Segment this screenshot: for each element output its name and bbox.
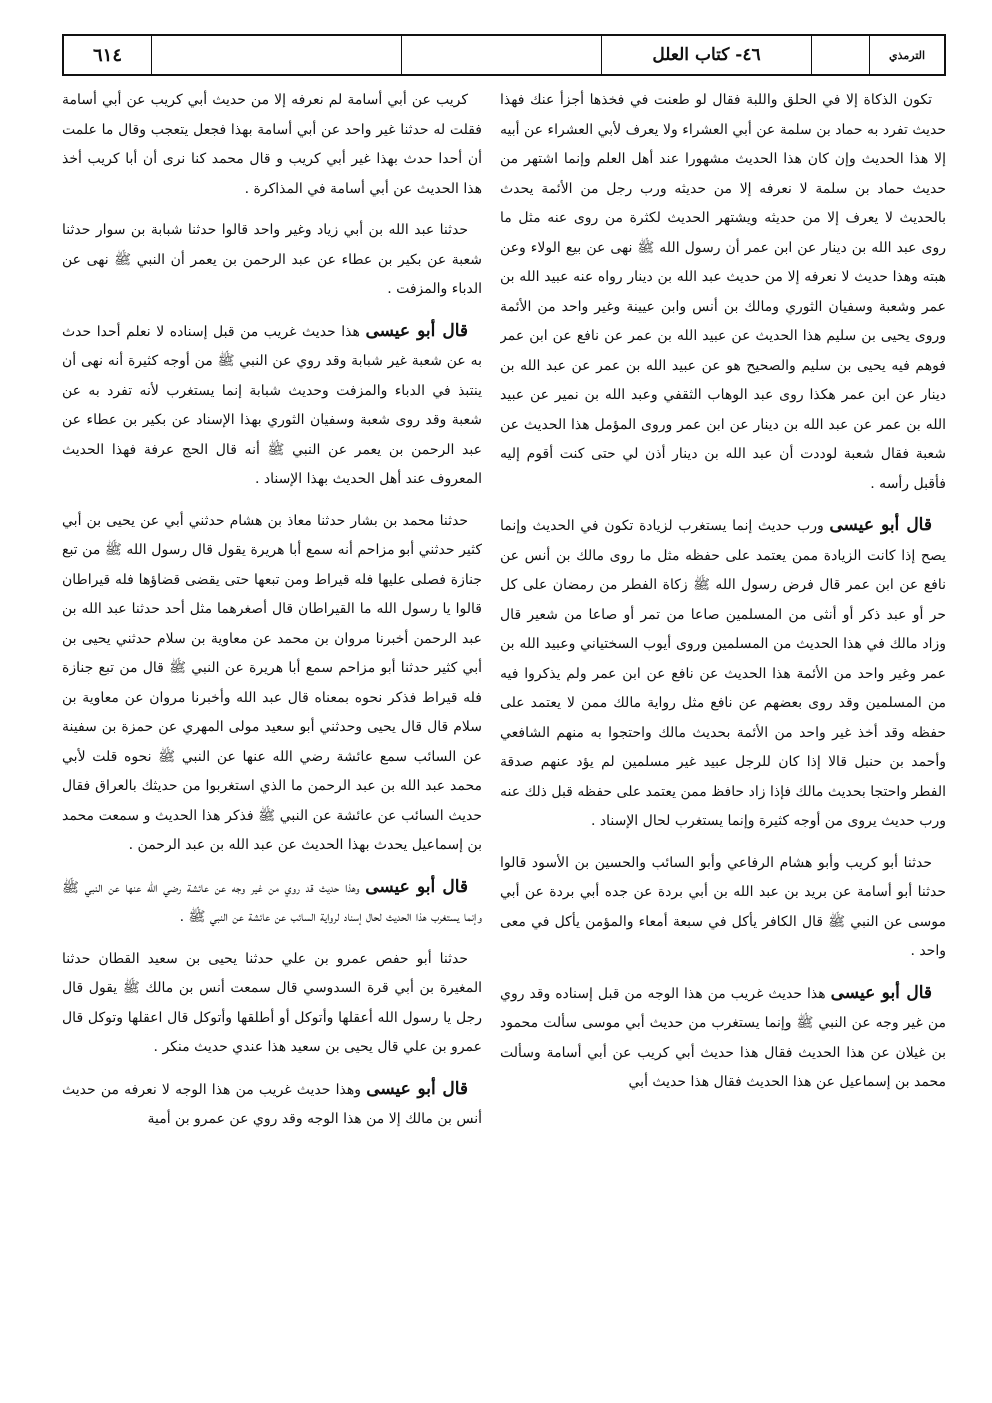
paragraph-text: تكون الذكاة إلا في الحلق واللبة فقال لو طعنت في فخذها أجزأ عنك فهذا حديث تفرد به حماد بن سلمة عن أبي العشراء ولا يعرف لأبي العشراء عن أبيه إلا هذا الحديث وإن كان هذا الحديث مشهورا عند أهل العلم وإنما اشتهر من حديث حماد بن سلمة لا نعرفه إلا من حديثه ورب رجل من الأئمة يحدث بالحديث لا يعرف إلا من حديثه ويشتهر الحديث لكثرة من روى عنه مثل ما روى عبد الله بن دينار عن ابن عمر أن رسول الله ﷺ نهى عن بيع الولاء وعن هبته وهذا حديث لا نعرفه إلا من حديث عبد الله بن دينار رواه عنه عبيد الله بن عمر وشعبة وسفيان الثوري ومالك بن أنس وابن عيينة وغير واحد من الأئمة وروى يحيى بن سليم هذا الحديث عن عبيد الله بن عمر عن نافع عن ابن عمر فوهم فيه يحيى بن سليم والصحيح هو عن عبيد الله بن عمر عن عبد الله بن دينار عن ابن عمر هكذا روى عبد الوهاب الثقفي وعبد الله بن نمير عن عبيد الله بن عمر عن عبد الله بن دينار عن ابن عمر وروى المؤمل هذا الحديث عن شعبة فقال شعبة لوددت أن عبد الله بن دينار أذن لي حتى كنت أقوم إليه فأقبل رأسه .: [500, 92, 946, 492]
text-column-right: [500, 86, 946, 1396]
paragraph: [62, 507, 482, 861]
paragraph: [62, 86, 482, 204]
paragraph: [500, 979, 946, 1098]
paragraph: [500, 511, 946, 837]
said-label: قال أبو عيسى: [829, 515, 932, 535]
said-label: قال أبو عيسى: [365, 320, 469, 341]
paragraph: [500, 849, 946, 967]
said-label: قال أبو عيسى: [365, 876, 468, 897]
paragraph-text: هذا حديث غريب من هذا الوجه من قبل إسناده وقد روي من غير وجه عن النبي ﷺ وإنما يستغرب من حديث أبي موسى سألت محمود بن غيلان عن هذا الحديث فقال هذا حديث أبي كريب عن أبي أسامة وسألت محمد بن إسماعيل عن هذا الحديث فقال هذا حديث أبي: [500, 985, 946, 1090]
paragraph-text: حدثنا أبو حفص عمرو بن علي حدثنا يحيى بن سعيد القطان حدثنا المغيرة بن أبي قرة السدوسي قال سمعت أنس بن مالك ﷺ يقول قال رجل يا رسول الله أعقلها وأتوكل أو أطلقها وأتوكل قال اعقلها وتوكل قال عمرو بن علي قال يحيى بن سعيد هذا عندي حديث منكر .: [62, 950, 482, 1055]
header-chapter-title: ٤٦- كتاب العلل: [601, 36, 811, 74]
said-label: قال أبو عيسى: [830, 982, 933, 1003]
paragraph-text: وهذا حديث غريب من هذا الوجه لا نعرفه من حديث أنس بن مالك إلا من هذا الوجه وقد روي عن عمرو بن أمية: [62, 1081, 482, 1127]
paragraph: [62, 873, 482, 933]
paragraph: [62, 216, 482, 305]
paragraph: [62, 1075, 482, 1135]
header-author: الترمذي: [869, 36, 944, 74]
paragraph: [500, 86, 946, 499]
paragraph-text: حدثنا محمد بن بشار حدثنا معاذ بن هشام حدثني أبي عن يحيى بن أبي كثير حدثني أبو مزاحم أنه سمع أبا هريرة يقول قال رسول الله ﷺ من تبع جنازة فصلى عليها فله قيراط ومن تبعها حتى يقضى قضاؤها فله قيراطان قالوا يا رسول الله ما القيراطان قال أصغرهما مثل أحد حدثنا عبد الله بن عبد الرحمن أخبرنا مروان بن محمد عن معاوية بن سلام حدثني يحيى بن أبي كثير حدثنا أبو مزاحم سمع أبا هريرة عن النبي ﷺ قال من تبع جنازة فله قيراط فذكر نحوه بمعناه قال عبد الله وأخبرنا مروان عن معاوية بن سلام قال قال يحيى وحدثني أبو سعيد مولى المهري عن حمزة بن سفينة عن السائب سمع عائشة رضي الله عنها عن النبي ﷺ نحوه قلت لأبي محمد عبد الله بن عبد الرحمن ما الذي استغربوا من حديثك بالعراق فقال حديث السائب عن عائشة عن النبي ﷺ فذكر هذا الحديث و سمعت محمد بن إسماعيل يحدث بهذا الحديث عن عبد الله بن عبد الرحمن .: [62, 512, 482, 853]
said-label: قال أبو عيسى: [366, 1078, 468, 1099]
text-column-left: [62, 86, 482, 1396]
page-header: [62, 34, 946, 76]
paragraph: [62, 945, 482, 1063]
header-spacer: [151, 36, 401, 74]
header-page-number: ٦١٤: [93, 44, 123, 66]
paragraph-text: حدثنا أبو كريب وأبو هشام الرفاعي وأبو السائب والحسين بن الأسود قالوا حدثنا أبو أسامة عن بريد بن عبد الله بن أبي بردة عن جده أبي بردة عن أبي موسى عن النبي ﷺ قال الكافر يأكل في سبعة أمعاء والمؤمن يأكل في معى واحد .: [500, 854, 946, 959]
paragraph-text: وهذا حديث قد روي من غير وجه عن عائشة رضي الله عنها عن النبي ﷺ وإنما يستغرب هذا الحديث لحال إسناد لرواية السائب عن عائشة عن النبي ﷺ .: [62, 879, 482, 925]
header-spacer: [811, 36, 869, 74]
paragraph-text: ورب حديث إنما يستغرب لزيادة تكون في الحديث وإنما يصح إذا كانت الزيادة ممن يعتمد على حفظه مثل ما روى مالك بن أنس عن نافع عن ابن عمر قال فرض رسول الله ﷺ زكاة الفطر من رمضان على كل حر أو عبد ذكر أو أنثى من المسلمين صاعا من تمر أو صاعا من شعير قال وزاد مالك في هذا الحديث من المسلمين وروى أيوب السختياني وعبيد الله بن عمر وغير واحد من الأئمة هذا الحديث عن نافع عن ابن عمر ولم يذكروا فيه من المسلمين وقد روى بعضهم عن نافع مثل رواية مالك ممن لا يعتمد على حفظه وقد أخذ غير واحد من الأئمة بحديث مالك واحتجوا به منهم الشافعي وأحمد بن حنبل قالا إذا كان للرجل عبيد غير مسلمين لم يؤد عنهم صدقة الفطر واحتجا بحديث مالك فإذا زاد حافظ ممن يعتمد على حفظه قبل ذلك عنه ورب حديث يروى من أوجه كثيرة وإنما يستغرب لحال الإسناد .: [500, 518, 946, 829]
paragraph-text: كريب عن أبي أسامة لم نعرفه إلا من حديث أبي كريب عن أبي أسامة فقلت له حدثنا غير واحد عن أبي أسامة بهذا فجعل يتعجب وقال ما علمت أن أحدا حدث بهذا غير أبي كريب و قال محمد كنا نرى أن أبا كريب أخذ هذا الحديث عن أبي أسامة في المذاكرة .: [62, 92, 482, 197]
paragraph-text: حدثنا عبد الله بن أبي زياد وغير واحد قالوا حدثنا شبابة بن سوار حدثنا شعبة عن بكير بن عطاء عن عبد الرحمن بن يعمر أن النبي ﷺ نهى عن الدباء والمزفت .: [62, 222, 482, 297]
paragraph: [62, 317, 482, 495]
paragraph-text: هذا حديث غريب من قبل إسناده لا نعلم أحدا حدث به عن شعبة غير شبابة وقد روي عن النبي ﷺ من أوجه كثيرة أنه نهى أن ينتبذ في الدباء والمزفت وحديث شبابة إنما يستغرب لأنه تفرد به عن شعبة وقد روى شعبة وسفيان الثوري بهذا الإسناد عن بكير بن عطاء عن عبد الرحمن بن يعمر عن النبي ﷺ أنه قال الحج عرفة فهذا الحديث المعروف عند أهل الحديث بهذا الإسناد .: [62, 323, 482, 487]
header-spacer: [401, 36, 601, 74]
